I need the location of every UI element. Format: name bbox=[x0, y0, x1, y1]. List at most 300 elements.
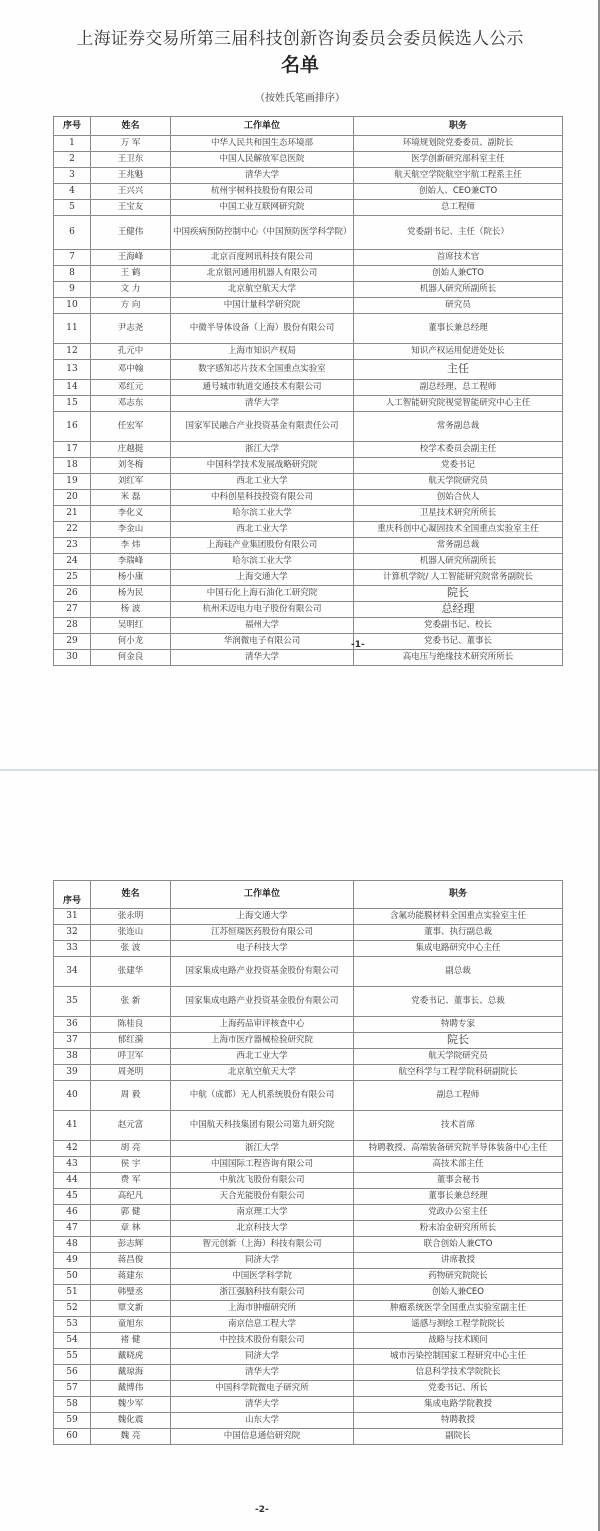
table-row bbox=[54, 1413, 563, 1429]
seq-cell: 4 bbox=[54, 184, 91, 200]
org-cell: 浙江强脑科技有限公司 bbox=[171, 1285, 354, 1301]
title-cell: 董事长兼总经理 bbox=[354, 314, 563, 344]
title-cell: 研究员 bbox=[354, 298, 563, 314]
name-cell: 高纪凡 bbox=[91, 1189, 171, 1205]
title-cell: 党委书记、董事长 bbox=[354, 634, 563, 650]
org-cell: 天合光能股份有限公司 bbox=[171, 1189, 354, 1205]
table-row bbox=[54, 152, 563, 168]
table-row bbox=[54, 957, 563, 987]
name-cell: 邓中翰 bbox=[91, 360, 171, 380]
table-row bbox=[54, 1081, 563, 1111]
org-cell: 西北工业大学 bbox=[171, 474, 354, 490]
title-cell: 知识产权运用促进处处长 bbox=[354, 344, 563, 360]
candidate-table-page2 bbox=[53, 880, 563, 1445]
title-cell: 城市污染控制国家工程研究中心主任 bbox=[354, 1349, 563, 1365]
name-cell: 邓志东 bbox=[91, 396, 171, 412]
name-cell: 方 向 bbox=[91, 298, 171, 314]
table-row bbox=[54, 586, 563, 602]
title-cell: 特聘教授、高端装备研究院半导体装备中心主任 bbox=[354, 1141, 563, 1157]
name-cell: 魏化震 bbox=[91, 1413, 171, 1429]
name-cell: 李化义 bbox=[91, 506, 171, 522]
name-cell: 万 军 bbox=[91, 136, 171, 152]
table-row bbox=[54, 522, 563, 538]
name-cell: 覃文新 bbox=[91, 1301, 171, 1317]
document-title: 上海证券交易所第三届科技创新咨询委员会委员候选人公示 bbox=[76, 29, 524, 49]
seq-cell: 26 bbox=[54, 586, 91, 602]
org-cell: 中微半导体设备（上海）股份有限公司 bbox=[171, 314, 354, 344]
org-cell: 国家集成电路产业投资基金股份有限公司 bbox=[171, 987, 354, 1017]
seq-cell: 23 bbox=[54, 538, 91, 554]
header-name: 姓名 bbox=[91, 117, 171, 136]
table-row bbox=[54, 314, 563, 344]
name-cell: 周尧明 bbox=[91, 1065, 171, 1081]
table-row bbox=[54, 458, 563, 474]
title-cell: 人工智能研究院视觉智能研究中心主任 bbox=[354, 396, 563, 412]
seq-cell: 40 bbox=[54, 1081, 91, 1111]
title-cell: 高电压与绝缘技术研究所所长 bbox=[354, 650, 563, 666]
title-cell: 主任 bbox=[354, 360, 563, 380]
title-cell: 肿瘤系统医学全国重点实验室副主任 bbox=[354, 1301, 563, 1317]
seq-cell: 21 bbox=[54, 506, 91, 522]
name-cell: 戴博伟 bbox=[91, 1381, 171, 1397]
org-cell: 中国疾病预防控制中心（中国预防医学科学院） bbox=[171, 216, 354, 250]
title-cell: 常务副总裁 bbox=[354, 538, 563, 554]
seq-cell: 14 bbox=[54, 380, 91, 396]
org-cell: 南京信息工程大学 bbox=[171, 1317, 354, 1333]
table-row bbox=[54, 1317, 563, 1333]
seq-cell: 18 bbox=[54, 458, 91, 474]
seq-cell: 45 bbox=[54, 1189, 91, 1205]
org-cell: 同济大学 bbox=[171, 1253, 354, 1269]
title-cell: 联合创始人兼CTO bbox=[354, 1237, 563, 1253]
name-cell: 王卫东 bbox=[91, 152, 171, 168]
table-row bbox=[54, 1285, 563, 1301]
seq-cell: 57 bbox=[54, 1381, 91, 1397]
org-cell: 清华大学 bbox=[171, 396, 354, 412]
seq-cell: 16 bbox=[54, 412, 91, 442]
seq-cell: 46 bbox=[54, 1205, 91, 1221]
seq-cell: 38 bbox=[54, 1049, 91, 1065]
seq-cell: 24 bbox=[54, 554, 91, 570]
header-seq: 序号 bbox=[54, 117, 91, 136]
org-cell: 哈尔滨工业大学 bbox=[171, 554, 354, 570]
name-cell: 张 新 bbox=[91, 987, 171, 1017]
table-row bbox=[54, 618, 563, 634]
title-cell: 医学创新研究部科室主任 bbox=[354, 152, 563, 168]
seq-cell: 39 bbox=[54, 1065, 91, 1081]
header-title: 职务 bbox=[354, 117, 563, 136]
org-cell: 上海交通大学 bbox=[171, 570, 354, 586]
seq-cell: 15 bbox=[54, 396, 91, 412]
title-cell: 副总工程师 bbox=[354, 1081, 563, 1111]
title-cell: 航天航空学院航空宇航工程系主任 bbox=[354, 168, 563, 184]
title-cell: 卫星技术研究所所长 bbox=[354, 506, 563, 522]
org-cell: 中国人民解放军总医院 bbox=[171, 152, 354, 168]
table-header-row bbox=[54, 117, 563, 136]
org-cell: 中国信息通信研究院 bbox=[171, 1429, 354, 1445]
title-cell: 创始人、CEO兼CTO bbox=[354, 184, 563, 200]
title-cell: 党委书记 bbox=[354, 458, 563, 474]
name-cell: 杨 波 bbox=[91, 602, 171, 618]
title-cell: 创始人兼CEO bbox=[354, 1285, 563, 1301]
table-row bbox=[54, 442, 563, 458]
table-row bbox=[54, 1381, 563, 1397]
seq-cell: 5 bbox=[54, 200, 91, 216]
table-row bbox=[54, 909, 563, 925]
org-cell: 中国航天科技集团有限公司第九研究院 bbox=[171, 1111, 354, 1141]
name-cell: 张连山 bbox=[91, 925, 171, 941]
org-cell: 中科创星科技投资有限公司 bbox=[171, 490, 354, 506]
org-cell: 上海药品审评核查中心 bbox=[171, 1017, 354, 1033]
org-cell: 上海交通大学 bbox=[171, 909, 354, 925]
name-cell: 刘红军 bbox=[91, 474, 171, 490]
name-cell: 李金山 bbox=[91, 522, 171, 538]
seq-cell: 32 bbox=[54, 925, 91, 941]
table-row bbox=[54, 925, 563, 941]
seq-cell: 19 bbox=[54, 474, 91, 490]
name-cell: 戴晓虎 bbox=[91, 1349, 171, 1365]
header-name: 姓名 bbox=[91, 881, 171, 909]
title-cell: 党政办公室主任 bbox=[354, 1205, 563, 1221]
org-cell: 中国科学院微电子研究所 bbox=[171, 1381, 354, 1397]
table-row bbox=[54, 168, 563, 184]
name-cell: 尹志尧 bbox=[91, 314, 171, 344]
seq-cell: 20 bbox=[54, 490, 91, 506]
seq-cell: 3 bbox=[54, 168, 91, 184]
table-row bbox=[54, 298, 563, 314]
org-cell: 上海市知识产权局 bbox=[171, 344, 354, 360]
table-row bbox=[54, 1349, 563, 1365]
seq-cell: 48 bbox=[54, 1237, 91, 1253]
org-cell: 电子科技大学 bbox=[171, 941, 354, 957]
org-cell: 中国国际工程咨询有限公司 bbox=[171, 1157, 354, 1173]
seq-cell: 56 bbox=[54, 1365, 91, 1381]
title-cell: 技术首席 bbox=[354, 1111, 563, 1141]
name-cell: 韩璧丞 bbox=[91, 1285, 171, 1301]
document-subtitle: 名单 bbox=[280, 54, 319, 76]
name-cell: 陈桂良 bbox=[91, 1017, 171, 1033]
seq-cell: 25 bbox=[54, 570, 91, 586]
seq-cell: 11 bbox=[54, 314, 91, 344]
seq-cell: 44 bbox=[54, 1173, 91, 1189]
name-cell: 侯 宇 bbox=[91, 1157, 171, 1173]
org-cell: 中国科学技术发展战略研究院 bbox=[171, 458, 354, 474]
title-cell: 党委副书记、主任（院长） bbox=[354, 216, 563, 250]
name-cell: 魏 亮 bbox=[91, 1429, 171, 1445]
org-cell: 华润微电子有限公司 bbox=[171, 634, 354, 650]
name-cell: 王兴兴 bbox=[91, 184, 171, 200]
title-cell: 环境规划院党委委员、副院长 bbox=[354, 136, 563, 152]
title-cell: 总工程师 bbox=[354, 200, 563, 216]
title-cell: 副院长 bbox=[354, 1429, 563, 1445]
table-row bbox=[54, 554, 563, 570]
title-cell: 董事、执行副总裁 bbox=[354, 925, 563, 941]
table-row bbox=[54, 412, 563, 442]
title-cell: 院长 bbox=[354, 586, 563, 602]
title-cell: 副总裁 bbox=[354, 957, 563, 987]
title-cell: 战略与技术顾问 bbox=[354, 1333, 563, 1349]
seq-cell: 49 bbox=[54, 1253, 91, 1269]
table-row bbox=[54, 1017, 563, 1033]
title-cell: 机器人研究所副所长 bbox=[354, 554, 563, 570]
title-cell: 航天学院研究员 bbox=[354, 474, 563, 490]
seq-cell: 1 bbox=[54, 136, 91, 152]
org-cell: 哈尔滨工业大学 bbox=[171, 506, 354, 522]
title-cell: 机器人研究所副所长 bbox=[354, 282, 563, 298]
table-row bbox=[54, 1065, 563, 1081]
org-cell: 清华大学 bbox=[171, 168, 354, 184]
page-number-2: -2- bbox=[255, 1505, 269, 1515]
org-cell: 浙江大学 bbox=[171, 442, 354, 458]
org-cell: 清华大学 bbox=[171, 650, 354, 666]
name-cell: 费 军 bbox=[91, 1173, 171, 1189]
table-row bbox=[54, 216, 563, 250]
org-cell: 清华大学 bbox=[171, 1365, 354, 1381]
title-cell: 特聘专家 bbox=[354, 1017, 563, 1033]
seq-cell: 51 bbox=[54, 1285, 91, 1301]
org-cell: 中国医学科学院 bbox=[171, 1269, 354, 1285]
name-cell: 蒋建东 bbox=[91, 1269, 171, 1285]
org-cell: 北京银河通用机器人有限公司 bbox=[171, 266, 354, 282]
seq-cell: 29 bbox=[54, 634, 91, 650]
sort-note: （按姓氏笔画排序） bbox=[255, 93, 345, 104]
table-row bbox=[54, 1157, 563, 1173]
title-cell: 校学术委员会副主任 bbox=[354, 442, 563, 458]
name-cell: 何小龙 bbox=[91, 634, 171, 650]
org-cell: 福州大学 bbox=[171, 618, 354, 634]
title-cell: 药物研究院院长 bbox=[354, 1269, 563, 1285]
name-cell: 杨小康 bbox=[91, 570, 171, 586]
title-cell: 党委书记、董事长、总裁 bbox=[354, 987, 563, 1017]
name-cell: 张永明 bbox=[91, 909, 171, 925]
seq-cell: 52 bbox=[54, 1301, 91, 1317]
org-cell: 中控技术股份有限公司 bbox=[171, 1333, 354, 1349]
org-cell: 上海市肿瘤研究所 bbox=[171, 1301, 354, 1317]
seq-cell: 55 bbox=[54, 1349, 91, 1365]
org-cell: 西北工业大学 bbox=[171, 522, 354, 538]
title-cell: 董事长兼总经理 bbox=[354, 1189, 563, 1205]
name-cell: 章 林 bbox=[91, 1221, 171, 1237]
org-cell: 北京航空航天大学 bbox=[171, 1065, 354, 1081]
name-cell: 王海峰 bbox=[91, 250, 171, 266]
table-row bbox=[54, 1189, 563, 1205]
org-cell: 国家集成电路产业投资基金股份有限公司 bbox=[171, 957, 354, 987]
title-cell: 创始合伙人 bbox=[354, 490, 563, 506]
name-cell: 郁红漪 bbox=[91, 1033, 171, 1049]
name-cell: 呼卫军 bbox=[91, 1049, 171, 1065]
table-row bbox=[54, 634, 563, 650]
table-row bbox=[54, 602, 563, 618]
seq-cell: 30 bbox=[54, 650, 91, 666]
title-cell: 信息科学技术学院院长 bbox=[354, 1365, 563, 1381]
title-cell: 总经理 bbox=[354, 602, 563, 618]
table-row bbox=[54, 360, 563, 380]
header-title: 职务 bbox=[354, 881, 563, 909]
name-cell: 童旭东 bbox=[91, 1317, 171, 1333]
name-cell: 何金良 bbox=[91, 650, 171, 666]
table-row bbox=[54, 650, 563, 666]
title-cell: 航天学院研究员 bbox=[354, 1049, 563, 1065]
org-cell: 中国石化上海石油化工研究院 bbox=[171, 586, 354, 602]
org-cell: 北京科技大学 bbox=[171, 1221, 354, 1237]
name-cell: 孔元中 bbox=[91, 344, 171, 360]
org-cell: 清华大学 bbox=[171, 1397, 354, 1413]
table-row bbox=[54, 282, 563, 298]
table-row bbox=[54, 1173, 563, 1189]
seq-cell: 22 bbox=[54, 522, 91, 538]
table-row bbox=[54, 250, 563, 266]
org-cell: 中国计量科学研究院 bbox=[171, 298, 354, 314]
table-row bbox=[54, 1205, 563, 1221]
name-cell: 王兆魁 bbox=[91, 168, 171, 184]
candidate-table-page1 bbox=[53, 116, 563, 666]
header-seq: 序号 bbox=[54, 881, 91, 909]
table-row bbox=[54, 344, 563, 360]
table-row bbox=[54, 490, 563, 506]
seq-cell: 34 bbox=[54, 957, 91, 987]
title-cell: 含氟功能膜材料全国重点实验室主任 bbox=[354, 909, 563, 925]
table-row bbox=[54, 1429, 563, 1445]
table-row bbox=[54, 538, 563, 554]
title-cell: 航空科学与工程学院科研副院长 bbox=[354, 1065, 563, 1081]
seq-cell: 27 bbox=[54, 602, 91, 618]
org-cell: 中华人民共和国生态环境部 bbox=[171, 136, 354, 152]
name-cell: 魏少军 bbox=[91, 1397, 171, 1413]
name-cell: 李 炜 bbox=[91, 538, 171, 554]
name-cell: 李瑞峰 bbox=[91, 554, 171, 570]
title-cell: 计算机学院/ 人工智能研究院常务副院长 bbox=[354, 570, 563, 586]
seq-cell: 43 bbox=[54, 1157, 91, 1173]
org-cell: 国家军民融合产业投资基金有限责任公司 bbox=[171, 412, 354, 442]
seq-cell: 59 bbox=[54, 1413, 91, 1429]
name-cell: 文 力 bbox=[91, 282, 171, 298]
title-cell: 副总经理、总工程师 bbox=[354, 380, 563, 396]
name-cell: 王 鹤 bbox=[91, 266, 171, 282]
org-cell: 中航沈飞股份有限公司 bbox=[171, 1173, 354, 1189]
name-cell: 刘冬梅 bbox=[91, 458, 171, 474]
title-cell: 讲席教授 bbox=[354, 1253, 563, 1269]
table-row bbox=[54, 1111, 563, 1141]
name-cell: 周 毅 bbox=[91, 1081, 171, 1111]
table-body-page1 bbox=[54, 136, 563, 666]
table-row bbox=[54, 200, 563, 216]
org-cell: 山东大学 bbox=[171, 1413, 354, 1429]
seq-cell: 17 bbox=[54, 442, 91, 458]
name-cell: 戴琼海 bbox=[91, 1365, 171, 1381]
org-cell: 上海硅产业集团股份有限公司 bbox=[171, 538, 354, 554]
name-cell: 庄越挺 bbox=[91, 442, 171, 458]
table-row bbox=[54, 1049, 563, 1065]
name-cell: 王健伟 bbox=[91, 216, 171, 250]
seq-cell: 13 bbox=[54, 360, 91, 380]
seq-cell: 42 bbox=[54, 1141, 91, 1157]
org-cell: 北京航空航天大学 bbox=[171, 282, 354, 298]
table-row bbox=[54, 184, 563, 200]
name-cell: 邓红元 bbox=[91, 380, 171, 396]
seq-cell: 41 bbox=[54, 1111, 91, 1141]
header-org: 工作单位 bbox=[171, 881, 354, 909]
name-cell: 褚 健 bbox=[91, 1333, 171, 1349]
seq-cell: 31 bbox=[54, 909, 91, 925]
name-cell: 王宝友 bbox=[91, 200, 171, 216]
org-cell: 同济大学 bbox=[171, 1349, 354, 1365]
table-header-row bbox=[54, 881, 563, 909]
title-cell: 首席技术官 bbox=[354, 250, 563, 266]
table-row bbox=[54, 474, 563, 490]
org-cell: 西北工业大学 bbox=[171, 1049, 354, 1065]
table-row bbox=[54, 941, 563, 957]
title-cell: 集成电路研究中心主任 bbox=[354, 941, 563, 957]
seq-cell: 58 bbox=[54, 1397, 91, 1413]
seq-cell: 35 bbox=[54, 987, 91, 1017]
seq-cell: 2 bbox=[54, 152, 91, 168]
table-row bbox=[54, 1269, 563, 1285]
seq-cell: 7 bbox=[54, 250, 91, 266]
seq-cell: 6 bbox=[54, 216, 91, 250]
seq-cell: 37 bbox=[54, 1033, 91, 1049]
title-cell: 高技术部主任 bbox=[354, 1157, 563, 1173]
table-row bbox=[54, 1333, 563, 1349]
title-cell: 遥感与测绘工程学院院长 bbox=[354, 1317, 563, 1333]
table-row bbox=[54, 380, 563, 396]
org-cell: 数字感知芯片技术全国重点实验室 bbox=[171, 360, 354, 380]
seq-cell: 10 bbox=[54, 298, 91, 314]
org-cell: 杭州宇树科技股份有限公司 bbox=[171, 184, 354, 200]
name-cell: 任宏军 bbox=[91, 412, 171, 442]
org-cell: 中航（成都）无人机系统股份有限公司 bbox=[171, 1081, 354, 1111]
title-cell: 党委副书记、校长 bbox=[354, 618, 563, 634]
org-cell: 通号城市轨道交通技术有限公司 bbox=[171, 380, 354, 396]
org-cell: 浙江大学 bbox=[171, 1141, 354, 1157]
table-row bbox=[54, 506, 563, 522]
title-cell: 粉末冶金研究所所长 bbox=[354, 1221, 563, 1237]
title-cell: 党委书记、所长 bbox=[354, 1381, 563, 1397]
seq-cell: 36 bbox=[54, 1017, 91, 1033]
name-cell: 赵元富 bbox=[91, 1111, 171, 1141]
org-cell: 中国工业互联网研究院 bbox=[171, 200, 354, 216]
table-row bbox=[54, 987, 563, 1017]
title-cell: 特聘教授 bbox=[354, 1413, 563, 1429]
name-cell: 彭志辉 bbox=[91, 1237, 171, 1253]
table-row bbox=[54, 1141, 563, 1157]
org-cell: 智元创新（上海）科技有限公司 bbox=[171, 1237, 354, 1253]
seq-cell: 9 bbox=[54, 282, 91, 298]
seq-cell: 60 bbox=[54, 1429, 91, 1445]
title-cell: 重庆科创中心凝固技术全国重点实验室主任 bbox=[354, 522, 563, 538]
table-row bbox=[54, 570, 563, 586]
table-row bbox=[54, 266, 563, 282]
title-cell: 院长 bbox=[354, 1033, 563, 1049]
page-number-1: -1- bbox=[351, 640, 365, 650]
seq-cell: 33 bbox=[54, 941, 91, 957]
name-cell: 蒋昌俊 bbox=[91, 1253, 171, 1269]
seq-cell: 53 bbox=[54, 1317, 91, 1333]
org-cell: 上海市医疗器械检验研究院 bbox=[171, 1033, 354, 1049]
table-body-page2 bbox=[54, 909, 563, 1445]
name-cell: 胡 亮 bbox=[91, 1141, 171, 1157]
seq-cell: 54 bbox=[54, 1333, 91, 1349]
name-cell: 杨为民 bbox=[91, 586, 171, 602]
table-row bbox=[54, 1033, 563, 1049]
title-cell: 董事会秘书 bbox=[354, 1173, 563, 1189]
table-row bbox=[54, 136, 563, 152]
table-row bbox=[54, 1301, 563, 1317]
org-cell: 北京百度网讯科技有限公司 bbox=[171, 250, 354, 266]
seq-cell: 47 bbox=[54, 1221, 91, 1237]
table-row bbox=[54, 1221, 563, 1237]
name-cell: 郭 健 bbox=[91, 1205, 171, 1221]
org-cell: 杭州禾迈电力电子股份有限公司 bbox=[171, 602, 354, 618]
